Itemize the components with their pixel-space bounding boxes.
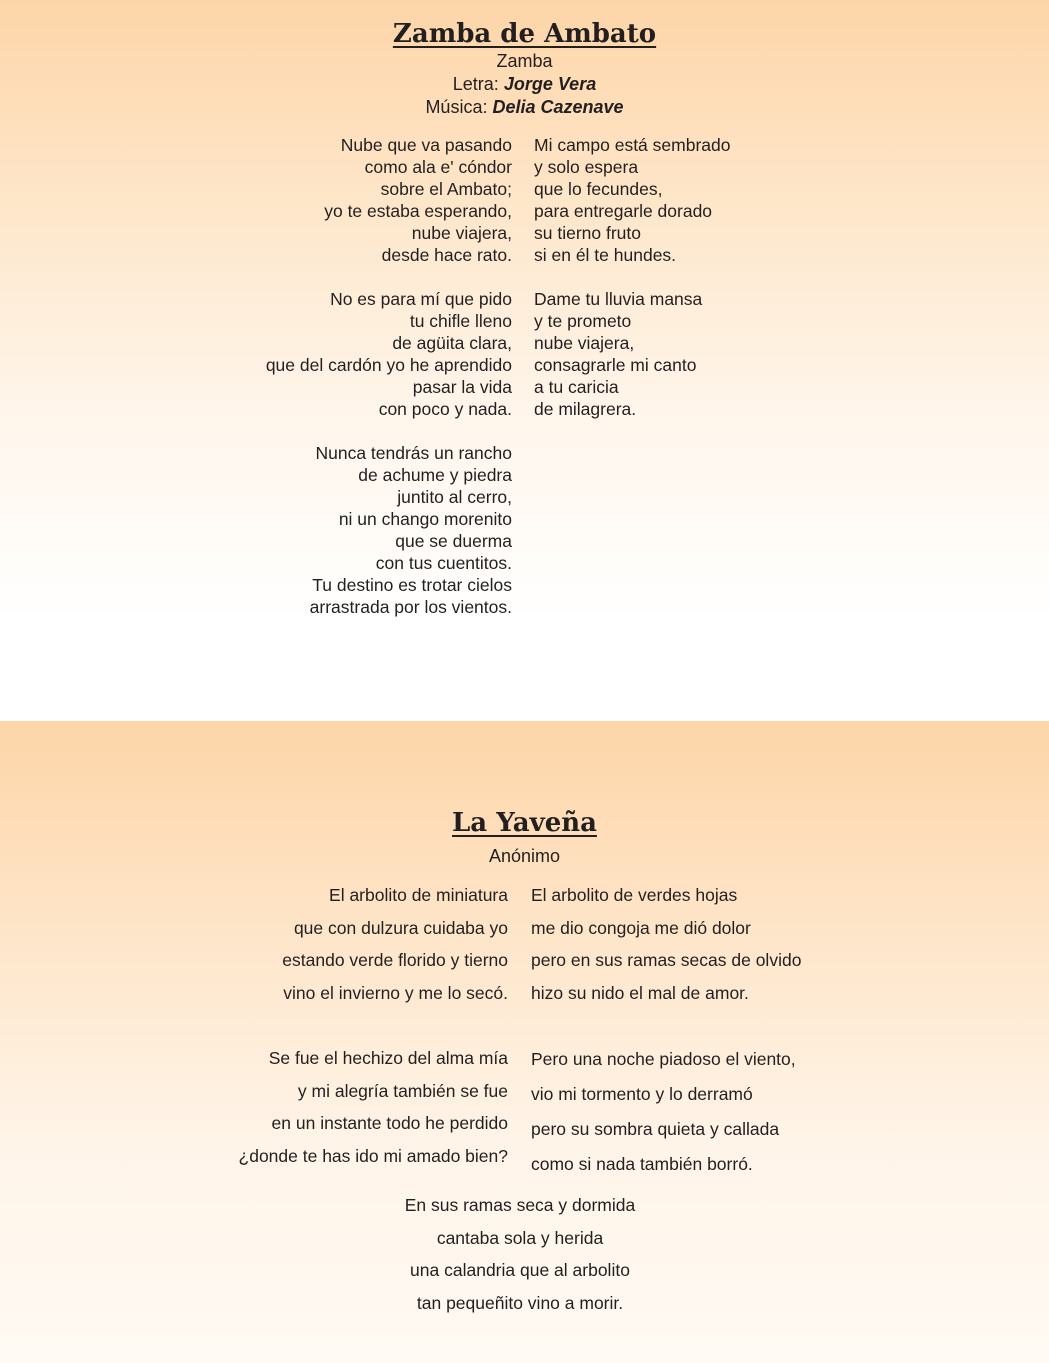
song-title: Zamba de Ambato: [392, 19, 657, 49]
song-author: Anónimo: [488, 846, 561, 866]
verse-line: para entregarle dorado: [534, 201, 713, 221]
verse-line: que se duerma: [395, 531, 512, 551]
verse-line: Se fue el hechizo del alma mía: [268, 1048, 508, 1068]
verse-line: cantaba sola y herida: [436, 1227, 604, 1248]
lyrics-credit: [0, 73, 1049, 96]
verse-line: con poco y nada.: [378, 399, 512, 419]
verse-line: su tierno fruto: [534, 223, 641, 243]
verse-line: pero su sombra quieta y callada: [531, 1119, 780, 1139]
verse-line: tu chifle lleno: [409, 311, 512, 331]
verse-line: a tu caricia: [534, 377, 619, 397]
verse-line: una calandria que al arbolito: [410, 1260, 630, 1280]
verse-line: estando verde florido y tierno: [282, 950, 508, 970]
verse-line: Dame tu lluvia mansa: [534, 289, 703, 309]
verse-line: sobre el Ambato;: [380, 179, 512, 199]
music-author: Delia Cazenave: [492, 97, 624, 117]
verse-line: Nube que va pasando: [340, 135, 512, 155]
verse-line: y solo espera: [534, 157, 639, 177]
verse-line: con tus cuentitos.: [375, 553, 512, 573]
verse-line: consagrarle mi canto: [534, 355, 697, 375]
stanza-left-2: [266, 288, 512, 420]
verse-line: Tu destino es trotar cielos: [312, 575, 512, 595]
verse-line: de milagrera.: [534, 399, 637, 419]
verse-line: como ala e' cóndor: [364, 157, 512, 177]
verse-line: tan pequeñito vino a morir.: [416, 1292, 624, 1313]
verse-line: de achume y piedra: [358, 465, 512, 485]
stanza-left-3: [310, 442, 512, 618]
verse-line: nube viajera,: [534, 333, 635, 353]
verse-line: desde hace rato.: [381, 245, 512, 265]
song-genre: Zamba: [496, 51, 553, 71]
song-title: La Yaveña: [452, 808, 597, 838]
music-label: Música:: [425, 97, 488, 117]
stanza-left-2: [239, 1042, 508, 1172]
stanza-final: [0, 1189, 1040, 1319]
verse-line: ni un chango morenito: [338, 509, 512, 529]
verse-line: hizo su nido el mal de amor.: [531, 982, 749, 1003]
verse-line: nube viajera,: [411, 223, 512, 243]
verse-line: me dio congoja me dió dolor: [531, 917, 751, 938]
verse-line: El arbolito de verdes hojas: [531, 885, 738, 905]
verse-line: como si nada también borró.: [531, 1154, 753, 1174]
verse-line: si en él te hundes.: [534, 245, 677, 265]
verse-line: que lo fecundes,: [534, 179, 663, 199]
stanza-left-1: [282, 879, 508, 1009]
verse-line: juntito al cerro,: [397, 487, 512, 507]
verse-line: El arbolito de miniatura: [329, 885, 508, 905]
verse-line: En sus ramas seca y dormida: [404, 1195, 636, 1215]
verse-line: vino el invierno y me lo secó.: [283, 982, 508, 1003]
verse-line: que con dulzura cuidaba yo: [293, 917, 508, 938]
verse-line: pero en sus ramas secas de olvido: [531, 950, 802, 970]
verse-line: No es para mí que pido: [330, 289, 512, 309]
stanza-right-2: [534, 288, 702, 420]
music-credit: [0, 96, 1049, 119]
verse-line: de agüita clara,: [392, 333, 512, 353]
stanza-right-1: [531, 879, 801, 1009]
stanza-left-1: [324, 134, 512, 266]
page-la-yavena: [0, 721, 1049, 1363]
verse-line: Nunca tendrás un rancho: [315, 443, 512, 463]
verse-line: Mi campo está sembrado: [534, 135, 731, 155]
verse-line: en un instante todo he perdido: [271, 1113, 508, 1133]
stanza-right-1: [534, 134, 730, 266]
verse-line: yo te estaba esperando,: [324, 201, 512, 221]
stanza-right-2: [531, 1042, 796, 1182]
verse-line: ¿donde te has ido mi amado bien?: [238, 1145, 508, 1166]
verse-line: que del cardón yo he aprendido: [265, 355, 512, 375]
lyrics-label: Letra:: [452, 74, 499, 94]
verse-line: y te prometo: [534, 311, 632, 331]
lyrics-author: Jorge Vera: [503, 74, 597, 94]
verse-line: Pero una noche piadoso el viento,: [531, 1049, 796, 1069]
verse-line: arrastrada por los vientos.: [309, 597, 512, 617]
verse-line: y mi alegría también se fue: [297, 1080, 508, 1101]
verse-line: vio mi tormento y lo derramó: [531, 1084, 753, 1104]
verse-line: pasar la vida: [412, 377, 512, 397]
